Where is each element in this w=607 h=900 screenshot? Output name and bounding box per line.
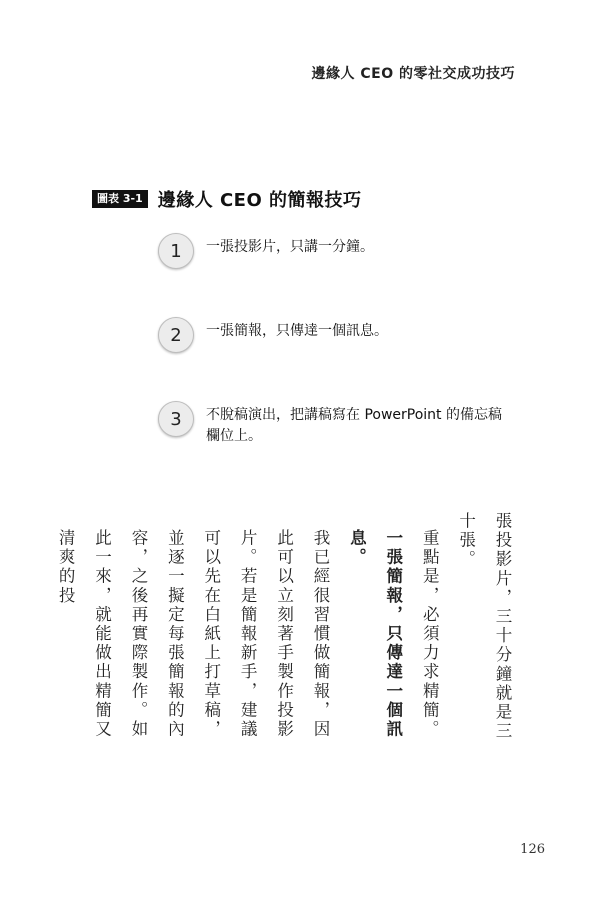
- tip-number-badge: 2: [158, 317, 194, 353]
- figure-tag: 圖表 3-1: [92, 190, 148, 208]
- tip-item: [158, 317, 506, 353]
- page-number: 126: [520, 842, 545, 857]
- emphasis-text: 一張簡報，只傳達一個訊息。: [347, 528, 403, 739]
- tip-item: [158, 401, 506, 447]
- tip-number-badge: 3: [158, 401, 194, 437]
- tip-number-badge: 1: [158, 233, 194, 269]
- paragraph-text: 重點是，必須力求精簡。: [420, 528, 440, 739]
- running-header: 邊緣人 CEO 的零社交成功技巧: [311, 66, 515, 82]
- tip-text: 不脫稿演出，把講稿寫在 PowerPoint 的備忘稿欄位上。: [206, 407, 502, 444]
- figure-title: 邊緣人 CEO 的簡報技巧: [157, 190, 362, 211]
- body-text-vertical: [56, 512, 520, 750]
- paragraph: 我已經很習慣做簡報，因此可以立刻著手製作投影片。若是簡報新手，建議可以先在白紙上打草稿，並逐一擬定每張簡報的內容，之後再實際製作。如此一來，就能做出精簡又清爽的投: [56, 528, 330, 739]
- tip-text: 一張投影片，只講一分鐘。: [206, 239, 374, 255]
- tip-item: [158, 233, 506, 269]
- paragraph: 張投影片，三十分鐘就是三十張。: [456, 512, 512, 742]
- tip-text: 一張簡報，只傳達一個訊息。: [206, 323, 388, 339]
- paragraph: [338, 529, 447, 751]
- figure-title-row: [92, 186, 362, 212]
